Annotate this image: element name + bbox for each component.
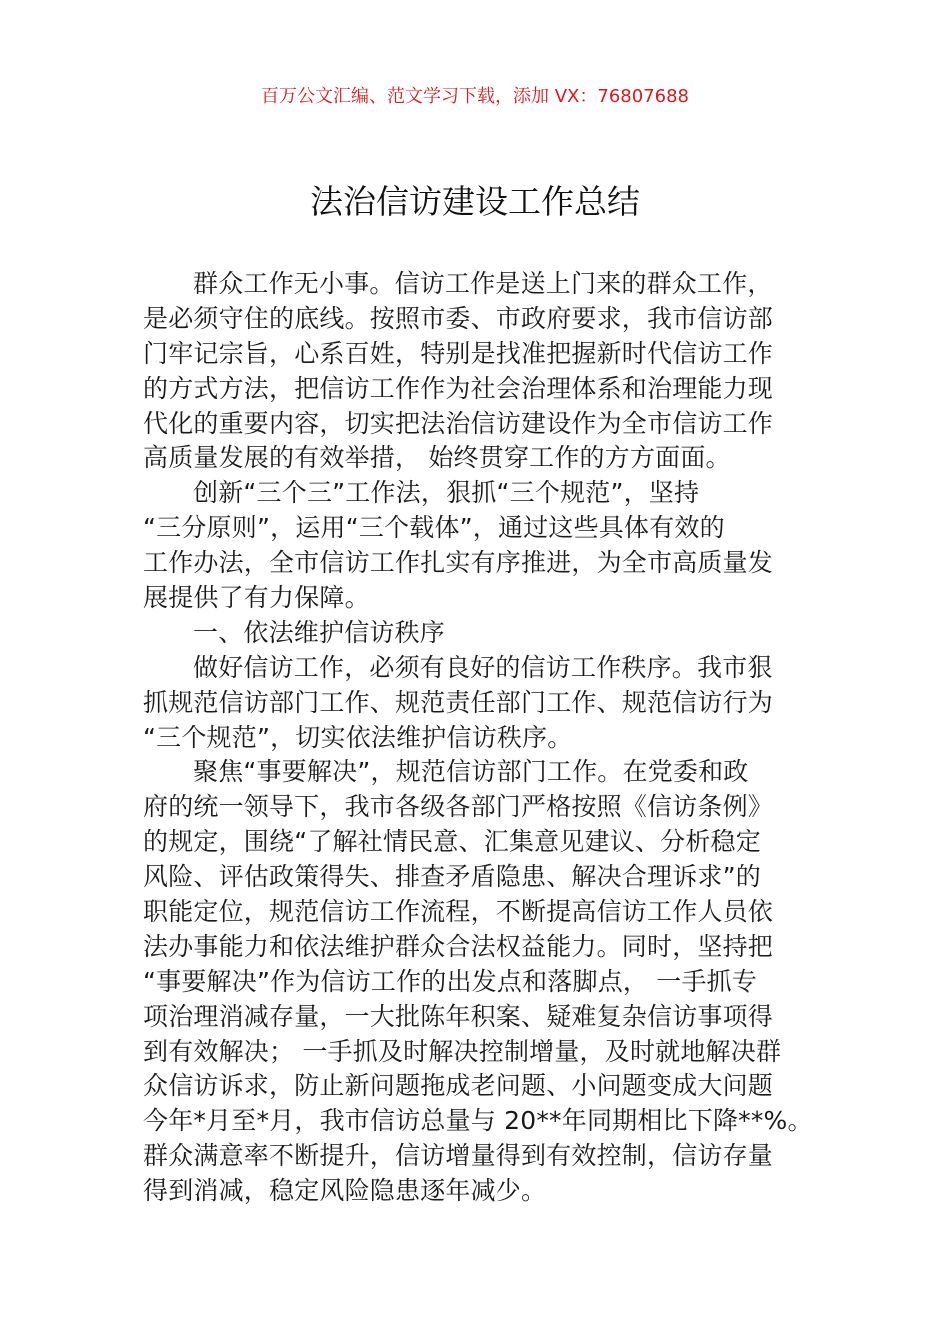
- paragraph-line: 群众工作无小事。信访工作是送上门来的群众工作，: [193, 269, 773, 298]
- paragraph-line: 职能定位，规范信访工作流程，不断提高信访工作人员依: [143, 897, 774, 927]
- promo-banner: 百万公文汇编、范文学习下载，添加 VX：76807688: [261, 86, 689, 107]
- paragraph-line: 创新“三个三”工作法，狠抓“三个规范”，坚持: [193, 478, 700, 508]
- paragraph-line: 的规定，围绕“了解社情民意、汇集意见建议、分析稳定: [143, 827, 761, 857]
- document-title: 法治信访建设工作总结: [310, 182, 640, 221]
- paragraph-line: 的方式方法，把信访工作作为社会治理体系和治理能力现: [143, 373, 774, 403]
- document-body: [143, 267, 813, 1209]
- paragraph-line: 群众满意率不断提升，信访增量得到有效控制，信访存量: [143, 1141, 774, 1171]
- paragraph-line: 项治理消减存量，一大批陈年积案、疑难复杂信访事项得: [143, 1001, 774, 1031]
- paragraph-line: 风险、评估政策得失、排查矛盾隐患、解决合理诉求”的: [143, 862, 761, 892]
- paragraph-line: 府的统一领导下，我市各级各部门严格按照《信访条例》: [143, 792, 774, 822]
- paragraph-line: 工作办法，全市信访工作扎实有序推进，为全市高质量发: [143, 548, 774, 578]
- paragraph-line: 得到消减，稳定风险隐患逐年减少。: [143, 1176, 547, 1206]
- paragraph-line: “三个规范”，切实依法维护信访秩序。: [143, 722, 573, 752]
- paragraph-line: 代化的重要内容，切实把法治信访建设作为全市信访工作: [143, 408, 774, 438]
- paragraph-line: 做好信访工作，必须有良好的信访工作秩序。我市狠: [193, 652, 773, 682]
- paragraph-line: 抓规范信访部门工作、规范责任部门工作、规范信访行为: [143, 687, 774, 717]
- paragraph-line: 高质量发展的有效举措， 始终贯穿工作的方方面面。: [143, 443, 731, 473]
- paragraph-line: 到有效解决； 一手抓及时解决控制增量，及时就地解决群: [143, 1036, 782, 1066]
- section-heading: 一、依法维护信访秩序: [193, 617, 446, 647]
- paragraph-line: 今年*月至*月，我市信访总量与 20**年同期相比下降**%。: [143, 1106, 813, 1136]
- paragraph-line: “三分原则”，运用“三个载体”，通过这些具体有效的: [143, 513, 725, 543]
- paragraph-line: 法办事能力和依法维护群众合法权益能力。同时，坚持把: [143, 931, 774, 961]
- paragraph-line: 聚焦“事要解决”，规范信访部门工作。在党委和政: [193, 757, 749, 787]
- paragraph-line: 众信访诉求，防止新问题拖成老问题、小问题变成大问题: [143, 1071, 774, 1101]
- paragraph-line: 门牢记宗旨，心系百姓，特别是找准把握新时代信访工作: [143, 338, 774, 368]
- paragraph-line: 是必须守住的底线。按照市委、市政府要求，我市信访部: [143, 303, 774, 333]
- paragraph-line: 展提供了有力保障。: [143, 583, 370, 613]
- paragraph-line: “事要解决”作为信访工作的出发点和落脚点， 一手抓专: [143, 966, 758, 996]
